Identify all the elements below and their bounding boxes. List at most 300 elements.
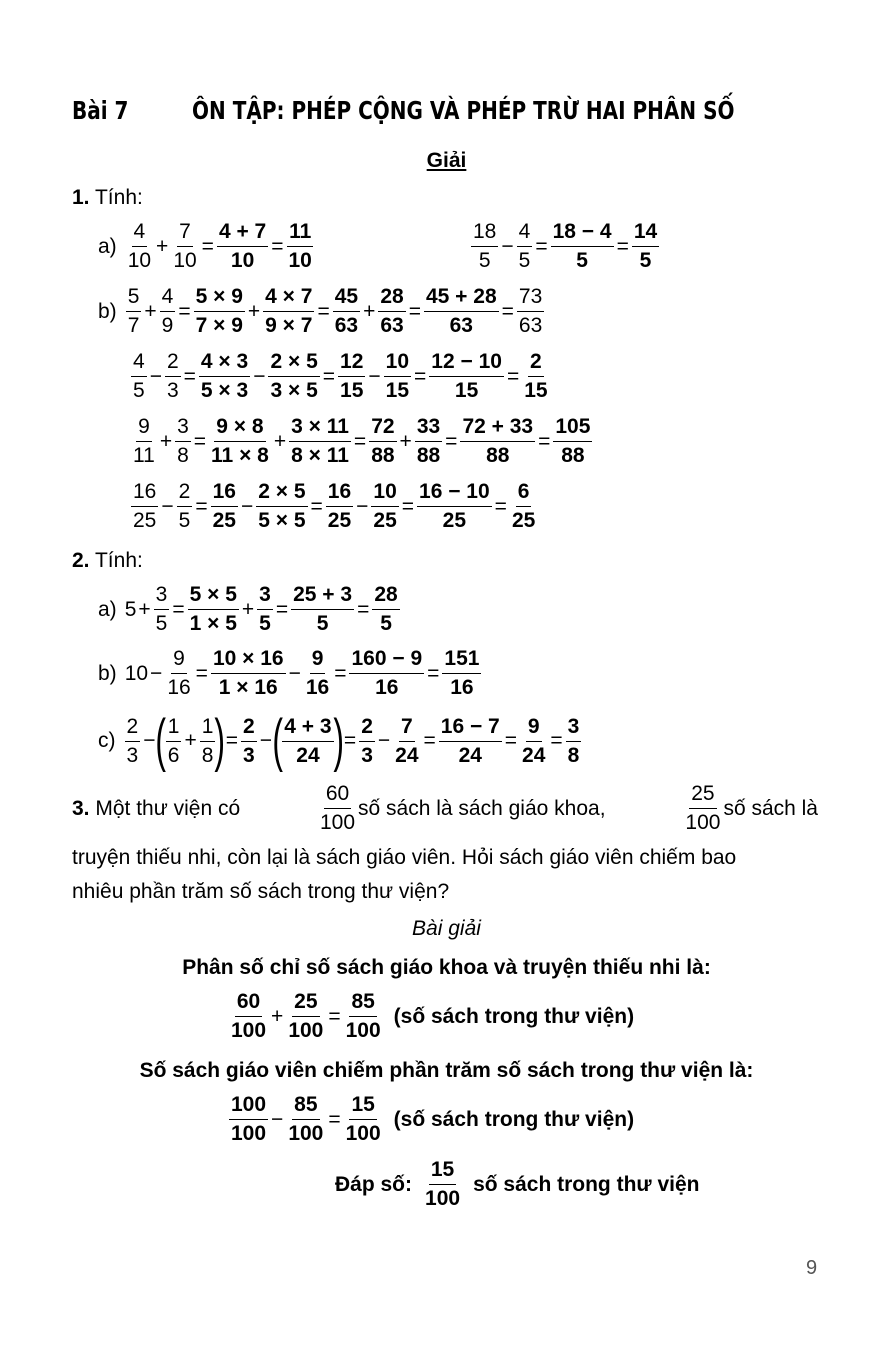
fraction <box>175 413 191 470</box>
math-operator: − <box>271 1107 284 1131</box>
numerator: 10 × 16 <box>211 645 286 674</box>
solution-step-1: Phân số chỉ số sách giáo khoa và truyện thiếu nhi là: <box>182 956 711 979</box>
fraction <box>229 988 268 1045</box>
numerator: 16 <box>131 478 158 507</box>
denominator: 88 <box>561 444 585 467</box>
numerator: 45 + 28 <box>424 283 499 312</box>
denominator: 16 <box>375 676 399 699</box>
denominator: 24 <box>296 743 320 767</box>
numerator: 12 − 10 <box>429 348 504 377</box>
right-paren: ) <box>214 708 226 773</box>
fraction <box>471 218 498 275</box>
ex2-b-label: b) <box>98 661 117 685</box>
denominator: 5 <box>478 249 491 272</box>
math-operator: = <box>445 429 458 453</box>
fraction <box>378 283 405 340</box>
solution-heading: Giải <box>426 149 467 172</box>
denominator: 16 <box>305 676 330 699</box>
math-operator: − <box>150 661 163 685</box>
math-operator: + <box>363 299 376 323</box>
numerator: 25 <box>689 780 716 809</box>
solution-subheading: Bài giải <box>412 917 481 940</box>
math-operator: + <box>159 429 173 453</box>
numerator: 3 × 11 <box>289 413 351 442</box>
fraction <box>268 348 319 405</box>
numerator: 15 <box>429 1156 456 1185</box>
ex1-a-left-expression <box>98 218 315 275</box>
math-operator: = <box>427 661 440 685</box>
denominator: 5 <box>316 612 329 635</box>
fraction <box>566 713 582 770</box>
numerator: 9 <box>171 645 187 674</box>
denominator: 25 <box>511 509 536 532</box>
denominator: 15 <box>524 379 548 402</box>
fraction <box>349 645 424 702</box>
math-operator: − <box>240 494 254 518</box>
numerator: 60 <box>235 988 262 1017</box>
numerator: 5 <box>126 283 142 312</box>
numerator: 4 <box>517 218 533 247</box>
numerator: 2 <box>528 348 544 377</box>
denominator: 8 <box>177 444 189 467</box>
denominator: 63 <box>449 314 473 337</box>
numerator: 15 <box>349 1091 376 1120</box>
numerator: 9 <box>526 713 542 742</box>
fraction <box>632 218 659 275</box>
fraction <box>520 713 547 770</box>
text-span: Tính: <box>94 549 143 572</box>
denominator: 100 <box>425 1187 461 1210</box>
fraction <box>194 283 245 340</box>
denominator: 16 <box>167 676 191 699</box>
fraction <box>177 478 193 535</box>
denominator: 63 <box>518 314 543 337</box>
fraction <box>282 713 333 770</box>
ex1-b-expression-2 <box>130 348 551 405</box>
fraction <box>256 478 307 535</box>
fraction <box>442 645 481 702</box>
denominator: 7 × 9 <box>195 314 243 337</box>
denominator: 10 <box>288 249 312 272</box>
denominator: 24 <box>458 743 482 767</box>
denominator: 63 <box>334 314 359 337</box>
denominator: 100 <box>231 1019 267 1042</box>
denominator: 1 × 16 <box>218 676 278 699</box>
numerator: 11 <box>287 218 313 247</box>
denominator: 15 <box>385 379 410 402</box>
math-operator: = <box>401 494 415 518</box>
denominator: 24 <box>395 743 419 767</box>
fraction <box>286 1091 325 1148</box>
numerator: 2 <box>125 713 141 742</box>
text-span: số sách là sách giáo khoa, <box>358 796 606 820</box>
ex1-b-label: b) <box>98 299 117 323</box>
math-operator: − <box>253 364 266 388</box>
math-operator: = <box>328 1107 341 1131</box>
fraction <box>326 478 353 535</box>
denominator: 8 <box>567 743 580 767</box>
ex2-a-label: a) <box>98 597 117 621</box>
math-operator: + <box>399 429 412 453</box>
denominator: 100 <box>320 811 356 834</box>
denominator: 100 <box>288 1122 324 1145</box>
math-operator: − <box>356 494 369 518</box>
math-operator: + <box>271 1004 284 1028</box>
numerator: 5 × 9 <box>194 283 245 312</box>
numerator: 4 <box>131 348 147 377</box>
fraction <box>188 581 239 638</box>
numerator: 4 + 3 <box>282 713 333 742</box>
math-operator: = <box>328 1004 341 1028</box>
numerator: 2 <box>177 478 193 507</box>
math-operator: = <box>535 234 548 258</box>
text-span: Đáp số: <box>335 1172 413 1196</box>
numerator: 7 <box>177 218 193 247</box>
denominator: 10 <box>230 249 255 272</box>
numerator: 2 × 5 <box>256 478 307 507</box>
numerator: 2 <box>359 713 375 742</box>
math-operator: − <box>143 729 156 752</box>
denominator: 5 × 3 <box>200 379 249 402</box>
fraction <box>522 348 549 405</box>
ex2-c-expression <box>98 708 582 773</box>
math-operator: + <box>273 429 287 453</box>
numerator: 2 <box>165 348 181 377</box>
numerator: 85 <box>292 1091 319 1120</box>
numerator: 151 <box>442 645 481 674</box>
fraction <box>263 283 314 340</box>
denominator: 16 <box>450 676 474 699</box>
text-span: Tính: <box>94 186 143 209</box>
numerator: 45 <box>333 283 360 312</box>
numerator: 4 × 7 <box>263 283 314 312</box>
fraction <box>429 348 504 405</box>
denominator: 10 <box>127 249 152 272</box>
numerator: 18 <box>471 218 498 247</box>
left-paren: ( <box>155 708 167 773</box>
denominator: 25 <box>212 509 236 532</box>
math-operator: + <box>144 299 157 323</box>
text-span: (số sách trong thư viện) <box>393 1004 635 1028</box>
math-operator: = <box>172 597 185 621</box>
numerator: 6 <box>516 478 532 507</box>
math-operator: = <box>501 299 514 323</box>
math-operator: = <box>616 234 629 258</box>
numerator: 10 <box>384 348 411 377</box>
numerator: 4 × 3 <box>199 348 250 377</box>
ex1-a-right-expression <box>470 218 660 275</box>
fraction <box>211 645 286 702</box>
math-operator: = <box>357 597 370 621</box>
text-span: 3. <box>72 796 90 820</box>
denominator: 25 <box>327 509 352 532</box>
math-operator: = <box>322 364 336 388</box>
denominator: 1 × 5 <box>189 612 237 635</box>
fraction <box>304 645 331 702</box>
math-operator: − <box>288 661 301 685</box>
denominator: 5 <box>518 249 531 272</box>
math-operator: = <box>178 299 191 323</box>
denominator: 88 <box>371 444 395 467</box>
numerator: 28 <box>378 283 405 312</box>
ex2-b-expression <box>98 645 482 702</box>
fraction <box>165 348 181 405</box>
math-operator: = <box>343 729 357 752</box>
math-operator: − <box>161 494 174 518</box>
text-span: 10 <box>124 661 149 685</box>
fraction <box>287 218 314 275</box>
numerator: 16 <box>326 478 353 507</box>
page-number: 9 <box>806 1257 818 1279</box>
denominator: 15 <box>340 379 364 402</box>
math-operator: = <box>423 729 436 752</box>
denominator: 3 <box>166 379 179 402</box>
denominator: 5 <box>380 612 392 635</box>
numerator: 4 + 7 <box>217 218 268 247</box>
numerator: 33 <box>415 413 442 442</box>
ex3-problem-line-1 <box>72 780 818 837</box>
fraction <box>683 780 722 837</box>
math-operator: = <box>538 429 551 453</box>
numerator: 100 <box>229 1091 268 1120</box>
numerator: 4 <box>160 283 176 312</box>
math-operator: = <box>271 234 284 258</box>
denominator: 15 <box>454 379 479 402</box>
numerator: 73 <box>517 283 544 312</box>
fraction <box>131 348 147 405</box>
numerator: 72 + 33 <box>460 413 535 442</box>
fraction <box>211 478 238 535</box>
numerator: 25 <box>292 988 319 1017</box>
ex2-c-label: c) <box>98 729 116 752</box>
math-operator: = <box>353 429 367 453</box>
fraction <box>286 988 325 1045</box>
denominator: 9 × 7 <box>265 314 313 337</box>
denominator: 88 <box>416 444 441 467</box>
denominator: 24 <box>522 743 546 767</box>
fraction <box>291 581 354 638</box>
denominator: 9 <box>161 314 174 337</box>
numerator: 9 <box>310 645 326 674</box>
solution-expression-1 <box>228 988 634 1045</box>
numerator: 60 <box>324 780 351 809</box>
math-operator: − <box>368 364 381 388</box>
fraction <box>131 478 158 535</box>
denominator: 6 <box>167 743 180 767</box>
fraction <box>424 283 499 340</box>
solution-expression-2 <box>228 1091 634 1148</box>
math-operator: = <box>414 364 427 388</box>
numerator: 72 <box>369 413 396 442</box>
fraction <box>241 713 257 770</box>
fraction <box>372 581 399 638</box>
text-span: Một thư viện có <box>95 796 241 820</box>
ex1-b-expression-1 <box>98 283 545 340</box>
exercise-2-heading <box>72 549 143 573</box>
math-operator: = <box>201 234 214 258</box>
fraction <box>517 283 544 340</box>
fraction <box>517 218 533 275</box>
numerator: 12 <box>338 348 365 377</box>
fraction <box>510 478 537 535</box>
numerator: 16 − 7 <box>439 713 502 742</box>
fraction <box>209 413 271 470</box>
math-operator: + <box>241 597 255 621</box>
denominator: 8 <box>201 743 214 767</box>
denominator: 88 <box>486 444 510 467</box>
denominator: 5 <box>576 249 588 272</box>
fraction <box>171 218 198 275</box>
numerator: 9 × 8 <box>214 413 265 442</box>
fraction <box>257 581 273 638</box>
denominator: 3 <box>126 743 139 767</box>
numerator: 3 <box>566 713 582 742</box>
numerator: 3 <box>154 581 170 610</box>
denominator: 100 <box>345 1122 381 1145</box>
denominator: 5 <box>133 379 145 402</box>
fraction <box>126 283 142 340</box>
lesson-heading: ÔN TẬP: PHÉP CỘNG VÀ PHÉP TRỪ HAI PHÂN SỐ <box>192 96 735 125</box>
denominator: 100 <box>288 1019 324 1042</box>
numerator: 4 <box>132 218 148 247</box>
numerator: 9 <box>136 413 152 442</box>
fraction <box>126 218 153 275</box>
fraction <box>165 645 192 702</box>
denominator: 25 <box>442 509 467 532</box>
numerator: 5 × 5 <box>188 581 239 610</box>
left-paren: ( <box>272 708 283 773</box>
fraction <box>200 713 216 770</box>
math-operator: = <box>195 494 208 518</box>
fraction <box>154 581 170 638</box>
fraction <box>415 413 442 470</box>
numerator: 18 − 4 <box>551 218 614 247</box>
text-span: (số sách trong thư viện) <box>393 1107 635 1131</box>
text-span: 2. <box>72 549 90 572</box>
fraction <box>160 283 176 340</box>
math-operator: − <box>377 729 391 752</box>
numerator: 28 <box>372 581 399 610</box>
fraction <box>338 348 365 405</box>
math-operator: = <box>193 429 207 453</box>
ex2-a-expression <box>98 581 401 638</box>
numerator: 2 <box>241 713 257 742</box>
numerator: 2 × 5 <box>268 348 319 377</box>
fraction <box>384 348 411 405</box>
numerator: 16 − 10 <box>417 478 492 507</box>
numerator: 3 <box>175 413 191 442</box>
math-operator: − <box>259 729 272 752</box>
math-operator: + <box>184 729 197 752</box>
denominator: 8 × 11 <box>291 444 349 467</box>
numerator: 7 <box>399 713 415 742</box>
denominator: 100 <box>685 811 721 834</box>
numerator: 16 <box>211 478 238 507</box>
fraction <box>553 413 592 470</box>
fraction <box>460 413 535 470</box>
math-operator: = <box>310 494 323 518</box>
numerator: 160 − 9 <box>349 645 424 674</box>
text-span: 5 <box>124 597 137 621</box>
math-operator: + <box>156 234 169 258</box>
numerator: 10 <box>371 478 398 507</box>
fraction <box>344 1091 383 1148</box>
fraction <box>369 413 396 470</box>
math-operator: = <box>183 364 196 388</box>
exercise-1-heading <box>72 186 143 210</box>
denominator: 5 <box>178 509 191 532</box>
denominator: 100 <box>345 1019 381 1042</box>
math-operator: = <box>408 299 421 323</box>
ex1-a-label: a) <box>98 234 117 258</box>
lesson-title <box>72 96 734 125</box>
denominator: 11 <box>133 444 155 467</box>
math-operator: = <box>494 494 507 518</box>
numerator: 14 <box>632 218 659 247</box>
denominator: 5 <box>639 249 652 272</box>
math-operator: + <box>138 597 151 621</box>
fraction <box>199 348 250 405</box>
fraction <box>125 713 141 770</box>
denominator: 100 <box>231 1122 267 1145</box>
denominator: 3 <box>243 743 255 767</box>
ex3-problem-line-3: nhiêu phần trăm số sách trong thư viện? <box>72 880 450 903</box>
math-operator: + <box>247 299 261 323</box>
right-paren: ) <box>332 708 344 773</box>
fraction <box>289 413 351 470</box>
math-operator: = <box>550 729 563 752</box>
fraction <box>333 283 360 340</box>
ex1-b-expression-3 <box>130 413 593 470</box>
fraction <box>551 218 614 275</box>
fraction <box>439 713 502 770</box>
text-span: số sách là <box>723 796 818 820</box>
text-span: 1. <box>72 186 90 209</box>
math-operator: = <box>195 661 208 685</box>
numerator: 25 + 3 <box>291 581 354 610</box>
fraction <box>166 713 182 770</box>
denominator: 5 × 5 <box>258 509 306 532</box>
numerator: 85 <box>349 988 376 1017</box>
denominator: 5 <box>155 612 168 635</box>
denominator: 63 <box>380 314 404 337</box>
solution-step-2: Số sách giáo viên chiếm phần trăm số sách trong thư viện là: <box>139 1059 754 1082</box>
fraction <box>217 218 268 275</box>
math-operator: = <box>334 661 347 685</box>
math-operator: − <box>149 364 162 388</box>
numerator: 105 <box>553 413 592 442</box>
final-answer <box>335 1156 699 1213</box>
fraction <box>423 1156 462 1213</box>
fraction <box>417 478 492 535</box>
fraction <box>344 988 383 1045</box>
ex3-problem-line-2: truyện thiếu nhi, còn lại là sách giáo viên. Hỏi sách giáo viên chiếm bao <box>72 846 737 869</box>
numerator: 1 <box>166 713 182 742</box>
ex1-b-expression-4 <box>130 478 538 535</box>
denominator: 3 <box>361 743 373 767</box>
fraction <box>371 478 398 535</box>
lesson-number: Bài 7 <box>72 96 129 125</box>
math-operator: = <box>225 729 239 752</box>
denominator: 25 <box>373 509 397 532</box>
text-span: số sách trong thư viện <box>473 1172 700 1196</box>
denominator: 25 <box>133 509 157 532</box>
denominator: 3 × 5 <box>270 379 318 402</box>
fraction <box>131 413 157 470</box>
math-operator: = <box>506 364 520 388</box>
denominator: 10 <box>173 249 197 272</box>
math-operator: = <box>504 729 518 752</box>
